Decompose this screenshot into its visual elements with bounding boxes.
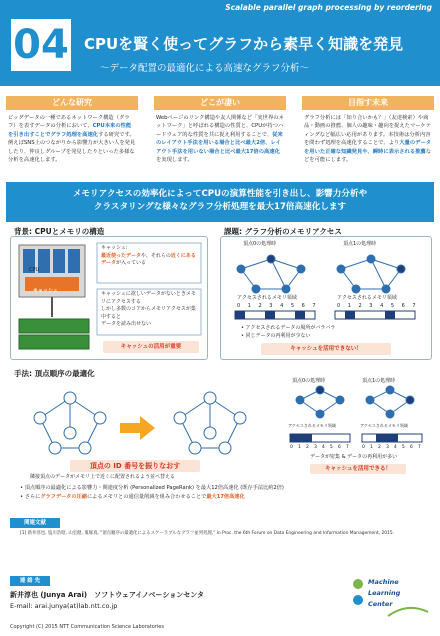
bullet-highlight: 最大17倍高速化 [206, 493, 245, 500]
highlight-text: 従来のレイアウト手法を用いる場合と比べ最大2倍、レイアウト手法を用いない場合と比べ最大17倍の高速化 [156, 131, 283, 155]
contact-name: 新井淳也 (Junya Arai) ソフトウェアイノベーションセンタ [10, 591, 204, 599]
memory-module-2 [19, 335, 89, 349]
header [0, 0, 440, 86]
memory-digits-left: 0 1 2 3 4 5 6 7 [237, 303, 319, 309]
poster-number: 04 [8, 16, 74, 74]
column-strength [154, 96, 286, 168]
logo-text-2: Learning [368, 589, 401, 597]
method-digits-left: 0 1 2 3 4 5 6 7 [290, 445, 351, 450]
method-panel [10, 378, 434, 478]
result-bullet-1: • 頂点順序の最適化による影響力・関連度分析 (Personalized PageRank) を最大12倍高速化 (既存手法比約2倍) [20, 485, 284, 491]
memory-strip-right [335, 311, 415, 319]
contact-label: 連 絡 先 [10, 576, 50, 586]
banner-line-1: メモリアクセスの効率化によってCPUの演算性能を引き出し、影響力分析や [72, 189, 368, 199]
callout-cache-text [101, 245, 199, 268]
column-text [6, 110, 138, 168]
core-3 [53, 249, 65, 273]
text-part: を実現します。 [156, 157, 193, 164]
bullet-text: 同じデータの再利用が少ない [245, 333, 311, 339]
bullet-text: アクセスされるデータの場所がバラバラ [245, 325, 336, 331]
callout-text: しかし多数のコアからメモリアクセスが集中すると [101, 306, 196, 320]
emphasis-renumber: 頂点の ID 番号を振りなおす [70, 460, 200, 472]
graph-after [174, 392, 246, 454]
method-section-title: 手法: 頂点順序の最適化 [14, 369, 95, 378]
graph-left [237, 255, 305, 293]
challenge-bullet-2: • 同じデータの再利用が少ない [241, 333, 311, 339]
mlc-logo [348, 572, 434, 620]
logo-text-3: Center [368, 600, 393, 608]
cpu-label: CPU [29, 267, 40, 273]
banner-line-2: クラスタリングな様々なグラフ分析処理を最大17倍高速化します [93, 202, 347, 212]
memory-digits-right: 0 1 2 3 4 5 6 7 [337, 303, 419, 309]
callout-text: データを読み出せない [101, 321, 152, 327]
callout-highlight: 近くにあるデータ [101, 252, 196, 266]
challenge-bullet-1: • アクセスされるデータの場所がバラバラ [241, 325, 336, 331]
memory-module-1 [19, 319, 89, 333]
emphasis-cache-important: キャッシュの活用が重要 [103, 341, 199, 353]
logo-text-1: Machine [368, 578, 399, 586]
callout-highlight: 最近使ったデータ [101, 252, 142, 259]
bullet-text: さらに [24, 493, 41, 500]
emphasis-can-use-cache: キャッシュを活用できる！ [310, 464, 406, 474]
method-memory-label-right: アクセスされるメモリ領域 [360, 423, 408, 428]
callout-text: キャッシュに欲しいデータがないときメモリにアクセスする [101, 291, 196, 305]
graph-diagram-challenge [221, 249, 431, 329]
logo-swoosh [388, 608, 428, 616]
column-heading: どこが凄い [154, 96, 286, 110]
callout-heading: キャッシュ: [101, 245, 128, 251]
bullet-text: 頂点順序の最適化による影響力・関連度分析 (Personalized PageRank) を最大12倍高速化 (既存手法比約2倍) [24, 485, 284, 491]
cache-label: キャッシュ [33, 288, 58, 294]
background-section-title: 背景: CPUとメモリの構造 [14, 227, 105, 236]
column-what [6, 96, 138, 168]
reference-label: 関連文献 [10, 518, 60, 528]
vertex1-label: 頂点1の処理時 [343, 241, 377, 247]
vertex0-label: 頂点0の処理時 [243, 241, 277, 247]
method-memory-strip-right [362, 434, 422, 442]
contact-email: E-mail: arai.junya(at)lab.ntt.co.jp [10, 602, 118, 610]
highlight-text: 大量のデータを用いた正確な知識発見や、瞬時に表示される推薦 [304, 140, 432, 155]
reference-text: [1] 新井淳也, 塩川浩昭, 山室健, 鬼塚真, "頂点順序の最適化によるスケーラブルなグラフ並列処理," in Proc. the 6th Forum on Data Engineering and Information Management, 2015. [20, 531, 395, 536]
callout-text: や、それらの [141, 252, 171, 259]
page-subtitle: 〜データ配置の最適化による高速なグラフ分析〜 [100, 63, 310, 74]
arrow-icon [120, 416, 155, 440]
text-part: ビッグデータの一種であるネットワーク構造（グラフ）を表すデータの分析において、 [8, 115, 130, 130]
logo-dot [353, 595, 363, 605]
column-future [302, 96, 434, 168]
bullet-highlight: グラフデータの圧縮 [40, 493, 87, 500]
method-vertex0-label: 頂点0の処理時 [292, 378, 326, 384]
text-part: などを可能にします。 [304, 148, 432, 164]
method-caption: 隣接頂点のデータがメモリ上で近くに配置されるよう並べ替える [30, 474, 176, 480]
column-text [154, 110, 286, 168]
challenge-section-title: 課題: グラフ分析のメモリアクセス [224, 227, 342, 236]
column-heading: 目指す未来 [302, 96, 434, 110]
text-part: グラフ分析には「知り合いかも？」（友達検索）や商品・動画の推薦、個人の趣味・趣向を捉えたマーケティングなど幅広い応用があります。本技術は分析内容を問わず処理を高速化することで、より [304, 115, 432, 147]
method-memory-strip-left [290, 434, 350, 442]
callout-text: が入っている [116, 260, 147, 266]
graph-method-right [296, 386, 414, 418]
page-title: CPUを賢く使ってグラフから素早く知識を発見 [84, 35, 404, 53]
highlight-text: CPU本来の性能を引き出すことでグラフ処理を高速化 [8, 123, 132, 138]
method-result-text: データが密集 & データの再利用が多い [310, 454, 398, 460]
method-vertex1-label: 頂点1の処理時 [362, 378, 396, 384]
core-4 [68, 249, 80, 273]
text-part: Webページのリンク構造や友人関係など「実世界のネットワーク」と呼ばれる構造の性質と、CPUが持つハードウェア的な性質を共に捉え利用することで、 [156, 115, 284, 138]
column-text [302, 110, 434, 168]
column-heading: どんな研究 [6, 96, 138, 110]
challenge-panel [220, 236, 432, 360]
method-digits-right: 0 1 2 3 4 5 6 7 [362, 445, 423, 450]
graph-before [34, 392, 106, 454]
callout-memory-text [101, 291, 199, 329]
english-title: Scalable parallel graph processing by reordering [225, 3, 432, 12]
background-panel [10, 236, 208, 360]
memory-label-right: アクセスされるメモリ領域 [337, 295, 397, 301]
emphasis-cannot-use-cache: キャッシュを活用できない！ [261, 343, 391, 355]
logo-dot [353, 579, 363, 589]
core-2 [38, 249, 50, 273]
graph-right [337, 255, 405, 293]
memory-strip-left [235, 311, 315, 319]
copyright: Copyright (C) 2015 NTT Communication Science Laboratories [10, 624, 164, 630]
text-part: する研究です。例えばSNS上のつながりから影響力が大きい人を発見したり、仲良しグループを発見したりといった多様な分析を高速化します。 [8, 131, 136, 164]
result-bullets [20, 484, 420, 501]
bullet-text: によるメモリとの通信量削減を組み合わせることで [87, 493, 207, 500]
result-bullet-2: • さらにグラフデータの圧縮によるメモリとの通信量削減を組み合わせることで最大17倍高速化 [20, 493, 245, 500]
memory-label-left: アクセスされるメモリ領域 [237, 295, 297, 301]
summary-banner [6, 182, 434, 222]
method-memory-label-left: アクセスされるメモリ領域 [288, 423, 336, 428]
